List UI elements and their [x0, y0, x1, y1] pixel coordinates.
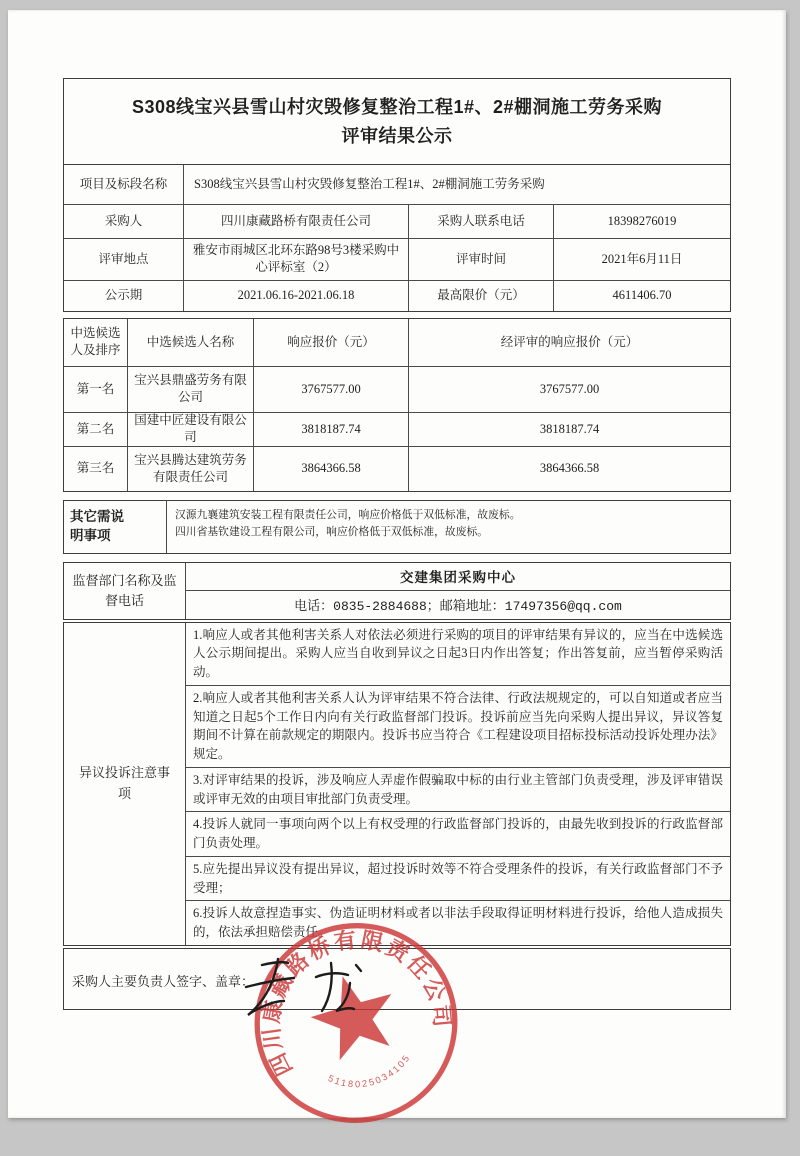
review-time-label: 评审时间 — [409, 239, 554, 281]
project-info-section — [63, 164, 731, 312]
purchaser-phone-label: 采购人联系电话 — [409, 205, 554, 239]
candidate-row-name: 宝兴县鼎盛劳务有限公司 — [128, 367, 254, 413]
candidates-header-evaluated-bid: 经评审的响应报价（元） — [409, 319, 730, 367]
objection-label: 异议投诉注意事项 — [64, 623, 186, 945]
purchaser-phone-value: 18398276019 — [554, 205, 730, 239]
candidate-row-rank: 第三名 — [64, 447, 128, 491]
candidate-row-bid: 3767577.00 — [254, 367, 409, 413]
candidates-header-bid: 响应报价（元） — [254, 319, 409, 367]
purchaser-value: 四川康藏路桥有限责任公司 — [184, 205, 409, 239]
candidates-section — [63, 318, 731, 492]
supervision-dept: 交建集团采购中心 — [186, 563, 730, 591]
candidate-row-bid: 3818187.74 — [254, 413, 409, 447]
title-section — [63, 78, 731, 165]
scanned-document-page — [8, 10, 786, 1118]
objection-item: 3.对评审结果的投诉，涉及响应人弄虚作假骗取中标的由行业主管部门负责受理，涉及评审错误或评审无效的由项目审批部门负责受理。 — [186, 768, 730, 813]
candidate-row-evaluated-bid: 3818187.74 — [409, 413, 730, 447]
candidates-header-rank: 中选候选人及排序 — [64, 319, 128, 367]
objection-item: 6.投诉人故意捏造事实、伪造证明材料或者以非法手段取得证明材料进行投诉，给他人造成损失的，依法承担赔偿责任。 — [193, 906, 723, 939]
objection-item: 2.响应人或者其他利害关系人认为评审结果不符合法律、行政法规规定的，可以自知道或者应当知道之日起5个工作日内向有关行政监督部门投诉。投诉前应当先向采购人提出异议，异议答复期间不计算在前款规定的期限内。投诉书应当符合《工程建设项目招标投标活动投诉处理办法》规定。 — [186, 686, 730, 768]
purchaser-label: 采购人 — [64, 205, 184, 239]
review-time-value: 2021年6月11日 — [554, 239, 730, 281]
stamp-number-text: 5118025034105 — [326, 1051, 413, 1090]
review-location-value: 雅安市雨城区北环东路98号3楼采购中心评标室（2） — [184, 239, 409, 281]
candidate-row-evaluated-bid: 3767577.00 — [409, 367, 730, 413]
document-title — [132, 93, 662, 151]
signature-scribble — [232, 951, 382, 1029]
supervision-section — [63, 562, 731, 620]
project-name-value: S308线宝兴县雪山村灾毁修复整治工程1#、2#棚洞施工劳务采购 — [184, 165, 730, 205]
max-price-value: 4611406.70 — [612, 288, 672, 303]
candidate-row-rank: 第二名 — [64, 413, 128, 447]
supervision-contact: 电话：0835-2884688；邮箱地址：17497356@qq.com — [294, 599, 622, 614]
signature-section — [63, 926, 731, 1090]
objection-section — [63, 622, 731, 946]
other-notes-body — [167, 501, 730, 553]
svg-text:5118025034105 — [324, 1050, 417, 1099]
signature-label: 采购人主要负责人签字、盖章： — [72, 973, 255, 989]
publicity-period-label: 公示期 — [64, 281, 184, 311]
objection-item: 4.投诉人就同一事项向两个以上有权受理的行政监督部门投诉的，由最先收到投诉的行政监督部门负责处理。 — [186, 812, 730, 857]
candidate-row-bid: 3864366.58 — [254, 447, 409, 491]
max-price-label: 最高限价（元） — [409, 281, 554, 311]
candidates-header-name: 中选候选人名称 — [128, 319, 254, 367]
other-notes-section — [63, 500, 731, 554]
candidate-row-evaluated-bid: 3864366.58 — [539, 461, 600, 476]
publicity-period-value: 2021.06.16-2021.06.18 — [184, 281, 409, 311]
objection-item: 5.应先提出异议没有提出异议，超过投诉时效等不符合受理条件的投诉，有关行政监督部门不予受理； — [186, 857, 730, 902]
review-location-label: 评审地点 — [64, 239, 184, 281]
announcement-table — [63, 78, 731, 1090]
other-notes-label: 其它需说明事项 — [64, 501, 167, 553]
project-name-label: 项目及标段名称 — [64, 165, 184, 205]
title-line-1: S308线宝兴县雪山村灾毁修复整治工程1#、2#棚洞施工劳务采购 — [131, 96, 663, 117]
supervision-label: 监督部门名称及监督电话 — [64, 563, 186, 619]
candidate-row-rank: 第一名 — [64, 367, 128, 413]
other-notes-line: 四川省基钦建设工程有限公司，响应价格低于双低标准，故废标。 — [175, 526, 489, 539]
candidate-row-name: 宝兴县腾达建筑劳务有限责任公司 — [128, 447, 254, 491]
other-notes-line: 汉源九襄建筑安装工程有限责任公司，响应价格低于双低标准，故废标。 — [175, 508, 521, 521]
title-line-2: 评审结果公示 — [341, 125, 453, 146]
stamp-company-text: 四川康藏路桥有限责任公司 — [258, 926, 456, 1080]
candidate-row-name: 国建中匠建设有限公司 — [128, 413, 254, 447]
objection-item: 1.响应人或者其他利害关系人对依法必须进行采购的项目的评审结果有异议的，应当在中选候选人公示期间提出。采购人应当自收到异议之日起3日内作出答复；作出答复前，应当暂停采购活动。 — [186, 623, 730, 686]
